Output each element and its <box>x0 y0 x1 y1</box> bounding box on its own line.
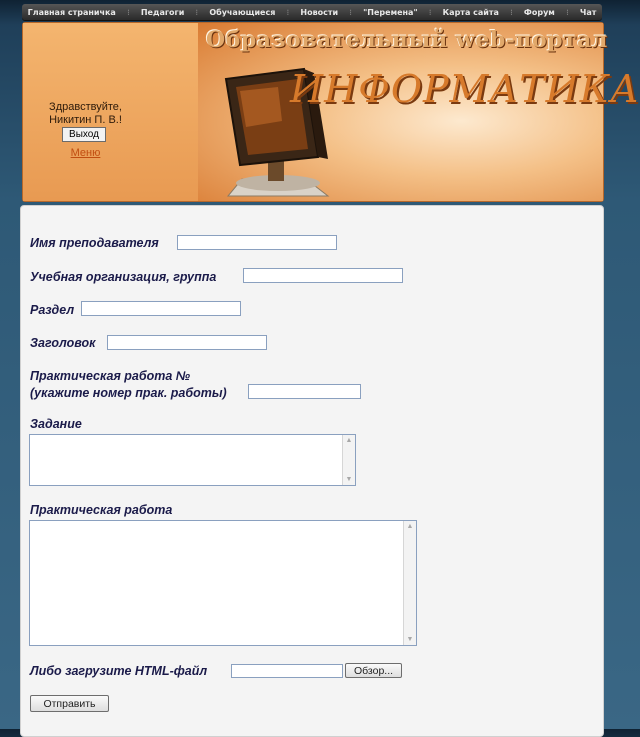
greeting-line-2: Никитин П. В.! <box>49 114 122 126</box>
task-scrollbar[interactable] <box>342 435 355 485</box>
practical-number-label: Практическая работа № <box>30 369 191 383</box>
nav-separator: ⁝ <box>349 7 352 17</box>
task-label: Задание <box>30 417 82 431</box>
greeting <box>23 101 148 127</box>
nav-item-students[interactable]: Обучающиеся <box>209 7 276 17</box>
nav-item-news[interactable]: Новости <box>300 7 339 17</box>
nav-separator: ⁝ <box>510 7 513 17</box>
teacher-name-input[interactable] <box>177 235 337 250</box>
nav-item-teachers[interactable]: Педагоги <box>140 7 185 17</box>
scroll-up-icon[interactable]: ▲ <box>406 523 414 530</box>
nav-item-break[interactable]: "Перемена" <box>363 7 418 17</box>
header-banner <box>22 22 640 202</box>
file-path-input[interactable] <box>231 664 343 678</box>
browse-button[interactable]: Обзор... <box>345 663 402 678</box>
upload-label: Либо загрузите HTML-файл <box>30 664 208 678</box>
greeting-line-1: Здравствуйте, <box>49 101 122 113</box>
practical-number-hint: (укажите номер прак. работы) <box>30 386 227 400</box>
practical-work-label: Практическая работа <box>30 503 173 517</box>
task-textarea[interactable] <box>29 434 356 486</box>
nav-item-home[interactable]: Главная страничка <box>27 7 116 17</box>
practical-work-scrollbar[interactable] <box>403 521 416 645</box>
portal-title: Образовательный web-портал <box>206 27 608 53</box>
heading-input[interactable] <box>107 335 267 350</box>
scroll-up-icon[interactable]: ▲ <box>345 437 353 444</box>
nav-item-sitemap[interactable]: Карта сайта <box>442 7 499 17</box>
nav-separator: ⁝ <box>428 7 432 17</box>
menu-link[interactable]: Меню <box>70 147 101 159</box>
nav-item-chat[interactable]: Чат <box>579 7 597 17</box>
scroll-down-icon[interactable]: ▼ <box>345 476 353 483</box>
practical-number-input[interactable] <box>248 384 361 399</box>
organization-label: Учебная организация, группа <box>30 270 217 284</box>
nav-item-forum[interactable]: Форум <box>523 7 555 17</box>
submission-form <box>20 205 604 737</box>
nav-separator: ⁝ <box>286 7 290 17</box>
section-input[interactable] <box>81 301 241 316</box>
heading-label: Заголовок <box>30 336 96 350</box>
user-panel <box>23 23 198 201</box>
nav-separator: ⁝ <box>566 7 569 17</box>
section-label: Раздел <box>30 303 75 317</box>
site-title: ИНФОРМАТИКА <box>290 67 640 111</box>
banner-art <box>198 23 640 201</box>
teacher-name-label: Имя преподавателя <box>30 236 159 250</box>
practical-work-textarea[interactable] <box>29 520 417 646</box>
nav-separator: ⁝ <box>195 7 199 17</box>
organization-input[interactable] <box>243 268 403 283</box>
top-nav-bar <box>22 4 602 20</box>
logout-button[interactable]: Выход <box>62 127 106 142</box>
scroll-down-icon[interactable]: ▼ <box>406 636 414 643</box>
nav-separator: ⁝ <box>127 7 130 17</box>
submit-button[interactable]: Отправить <box>30 695 109 712</box>
